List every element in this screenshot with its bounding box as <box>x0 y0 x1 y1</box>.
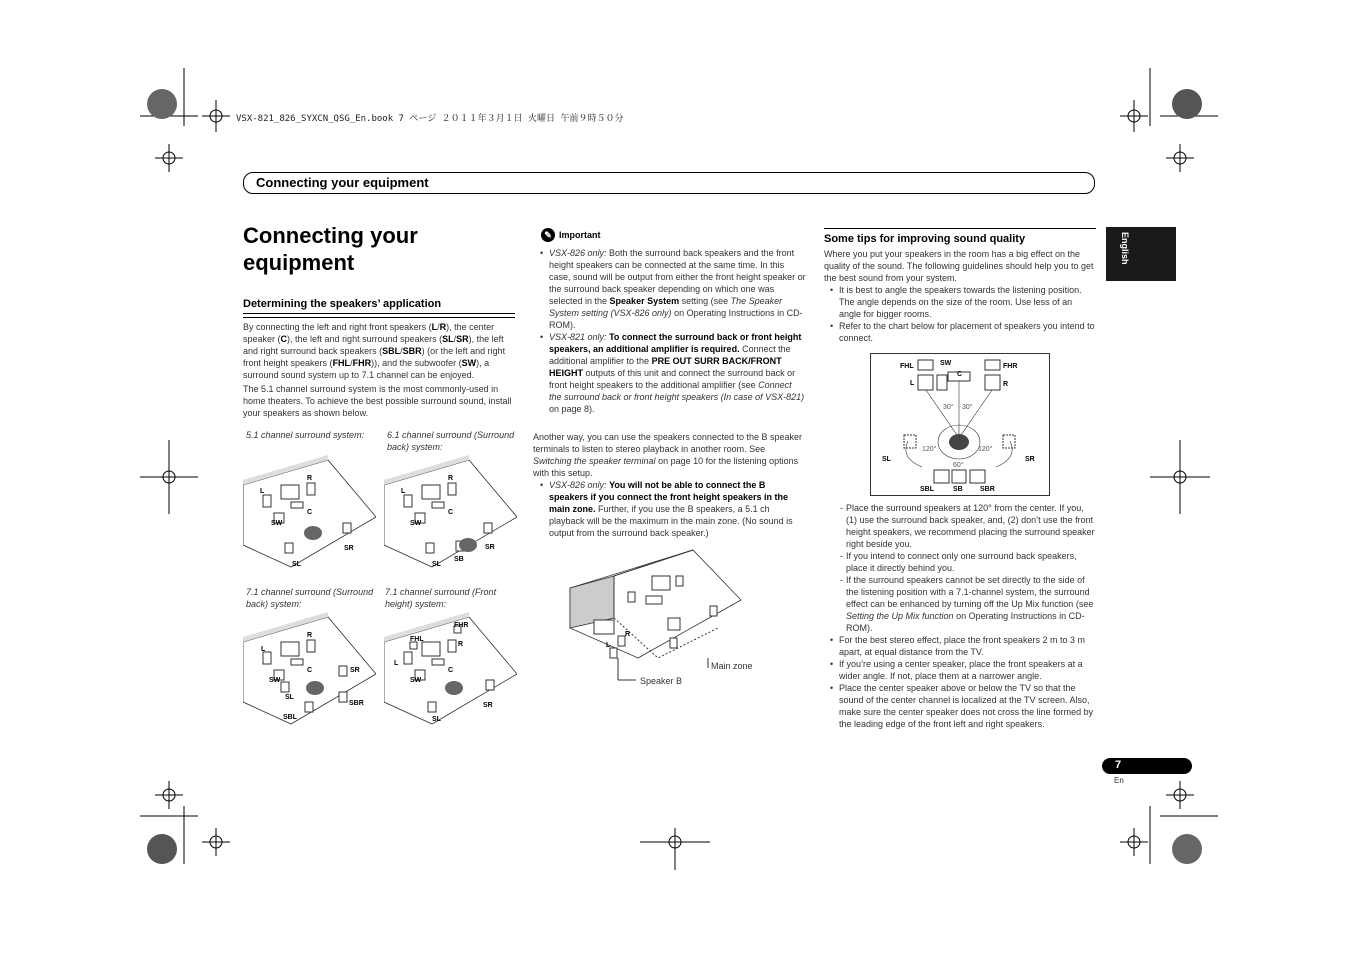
chart-angle-30-right: 30° <box>962 404 973 411</box>
room-diagram-51 <box>243 455 376 573</box>
page-title: Connecting your equipment <box>243 223 418 275</box>
diagram-71h-label-l: L <box>394 660 399 667</box>
diagram-71h-label-r: R <box>458 641 464 648</box>
speaker-placement-chart <box>870 353 1050 496</box>
diagram-71b-label-sw: SW <box>269 677 281 684</box>
diagram-61-label-sl: SL <box>432 561 441 568</box>
diagram-61-label-l: L <box>401 488 406 495</box>
chart-label-sw: SW <box>940 360 952 367</box>
page-number: 7 <box>1115 759 1122 771</box>
diagram-51-label-sr: SR <box>344 545 354 552</box>
page-number-pill <box>1102 758 1192 774</box>
chart-angle-120-left: 120° <box>922 446 937 453</box>
important-note-826: • VSX-826 only: Both the surround back speakers and the front height speakers can be connected at the same time. In this case, sound will be output from either the front height speaker or the surround back speaker depending on which one was selected in the Speaker System setting (see The Speaker System setting (VSX-826 only) on Operating Instructions in CD-ROM). <box>549 247 806 331</box>
chart-label-sl: SL <box>882 456 891 463</box>
diagram-71h-label-sl: SL <box>432 716 441 723</box>
chart-angle-60: 60° <box>953 462 964 469</box>
tip-up-mix: - If the surround speakers cannot be set directly to the side of the listening position with a 7.1-channel system, the surround effect can be enhanced by turning off the Up Mix function (see Setting the Up Mix function on Operating Instructions in CD-ROM). <box>846 574 1096 634</box>
caption-71-height: 7.1 channel surround (Front height) system: <box>385 587 497 609</box>
diagram-51-label-r: R <box>307 475 313 482</box>
chart-angle-30-left: 30° <box>943 404 954 411</box>
speakers-51-paragraph: The 5.1 channel surround system is the most commonly-used in home theaters. To achieve the best possible surround sound, install your speakers as shown below. <box>243 384 512 418</box>
diagram-61-label-sr: SR <box>485 544 495 551</box>
chart-label-fhr: FHR <box>1003 363 1018 370</box>
language-tab <box>1106 227 1176 281</box>
chart-label-sbr: SBR <box>980 486 995 493</box>
diagram-71b-label-c: C <box>307 667 313 674</box>
diagram-51-label-sl: SL <box>292 561 301 568</box>
main-zone-label: Main zone <box>711 661 753 671</box>
diagram-61-label-sw: SW <box>410 520 422 527</box>
tips-intro: Where you put your speakers in the room has a big effect on the quality of the sound. The following guidelines should help you to get the best sound from your system. <box>824 249 1094 283</box>
diagram-71b-label-l: L <box>261 646 266 653</box>
diagram-71h-label-sr: SR <box>483 702 493 709</box>
diagram-51-label-l: L <box>260 488 265 495</box>
diagram-71h-label-fhr: FHR <box>454 622 469 629</box>
chart-label-sb: SB <box>953 486 963 493</box>
speakers-intro-paragraph: By connecting the left and right front speakers (L/R), the center speaker (C), the left and right surround speakers (SL/SR), the left and right surround back speakers (SBL/SBR) (or the left and right front height speakers (FHL/FHR)), and the subwoofer (SW), a surround sound system up to 7.1 channel can be enjoyed. <box>243 322 506 380</box>
important-notes <box>534 247 806 539</box>
chart-angle-120-right: 120° <box>978 446 993 453</box>
two-room-label-l: L <box>606 642 611 649</box>
tip-angle: • It is best to angle the speakers towards the listening position. The angle depends on the size of the room. Use less of an angle for bigger rooms. <box>839 284 1096 320</box>
two-room-label-r: R <box>625 631 631 638</box>
speakers-application-heading: Determining the speakers’ application <box>243 298 442 310</box>
room-diagram-71-height <box>384 612 517 730</box>
speaker-b-note-826: • VSX-826 only: You will not be able to connect the B speakers if you connect the front height speakers in the main zone. Further, if you use the B speakers, a 5.1 ch playback will be the maximum in the main zone. (No sound is output from the surround back speaker.) <box>549 479 806 539</box>
section-header-title: Connecting your equipment <box>256 175 429 190</box>
chart-label-fhl: FHL <box>900 363 914 370</box>
chart-label-r: R <box>1003 381 1009 388</box>
chart-label-l: L <box>910 380 915 387</box>
diagram-71h-label-fhl: FHL <box>410 636 424 643</box>
diagram-61-label-r: R <box>448 475 454 482</box>
diagram-71b-label-sl: SL <box>285 694 294 701</box>
room-diagram-61 <box>384 455 517 573</box>
tip-one-surround-back: - If you intend to connect only one surround back speakers, place it directly behind you. <box>846 550 1096 574</box>
important-label: Important <box>559 230 601 240</box>
diagram-71b-label-r: R <box>307 632 313 639</box>
diagram-71b-label-sbl: SBL <box>283 714 297 721</box>
tip-chart: • Refer to the chart below for placement of speakers you intend to connect. <box>839 320 1096 344</box>
important-icon: ✎ <box>541 228 555 242</box>
diagram-71b-label-sr: SR <box>350 667 360 674</box>
tips-heading: Some tips for improving sound quality <box>824 233 1026 245</box>
two-room-diagram <box>568 548 758 690</box>
tip-stereo-effect: • For the best stereo effect, place the front speakers 2 m to 3 m apart, at equal distance from the TV. <box>839 634 1096 658</box>
diagram-51-label-sw: SW <box>271 520 283 527</box>
caption-71-back: 7.1 channel surround (Surround back) system: <box>246 587 374 609</box>
caption-61: 6.1 channel surround (Surround back) system: <box>387 430 515 452</box>
chart-label-sr: SR <box>1025 456 1035 463</box>
chart-label-c: C <box>957 371 963 378</box>
section-header-bar <box>243 172 1095 194</box>
speaker-b-paragraph: Another way, you can use the speakers connected to the B speaker terminals to listen to stereo playback in another room. See Switching the speaker terminal on page 10 for the listening options with this setup. <box>533 432 802 478</box>
speaker-b-label: Speaker B <box>640 676 683 686</box>
diagram-71h-label-sw: SW <box>410 677 422 684</box>
diagram-71h-label-c: C <box>448 667 454 674</box>
tip-center-speaker-angle: • If you’re using a center speaker, place the front speakers at a wider angle. If not, place them at a narrower angle. <box>839 658 1096 682</box>
room-diagram-71-back <box>243 612 376 730</box>
chart-label-sbl: SBL <box>920 486 934 493</box>
diagram-51-label-c: C <box>307 509 313 516</box>
diagram-61-label-c: C <box>448 509 454 516</box>
book-file-line: VSX-821_826_SYXCN_QSG_En.book 7 ページ ２０１１年３月１日 火曜日 午前９時５０分 <box>236 114 624 124</box>
placement-tips <box>824 502 1096 730</box>
tip-surround-120: - Place the surround speakers at 120° from the center. If you, (1) use the surround back speaker, and, (2) don’t use the front height speakers, we recommend placing the surround speaker right beside you. <box>846 502 1096 550</box>
tip-center-speaker-tv: • Place the center speaker above or below the TV so that the sound of the center channel is localized at the TV screen. Also, make sure the center speaker does not cross the line formed by the leading edge of the front left and right speakers. <box>839 682 1096 730</box>
diagram-71b-label-sbr: SBR <box>349 700 364 707</box>
language-tab-label: English <box>1120 232 1130 265</box>
diagram-61-label-sb: SB <box>454 556 464 563</box>
page-language-code: En <box>1114 776 1124 785</box>
caption-51: 5.1 channel surround system: <box>246 430 365 440</box>
important-note-821: • VSX-821 only: To connect the surround back or front height speakers, an additional amplifier is required. Connect the additional amplifier to the PRE OUT SURR BACK/FRONT HEIGHT outputs of this unit and connect the surround back or front height speakers to the additional amplifier (see Connect the surround back or front height speakers (In case of VSX-821) on page 8). <box>549 331 806 415</box>
heading-rule <box>243 313 515 318</box>
